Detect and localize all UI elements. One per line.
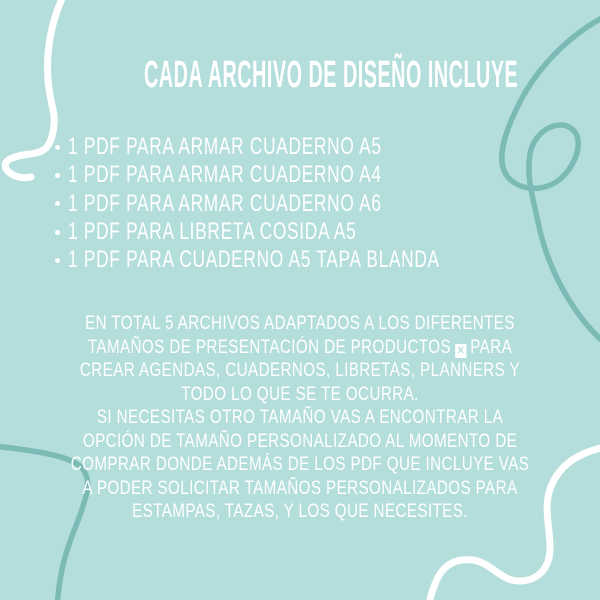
description bbox=[60, 312, 540, 524]
bullet-icon bbox=[55, 230, 60, 235]
page-title: CADA ARCHIVO DE DISEÑO INCLUYE bbox=[144, 54, 519, 96]
paragraph-line: COMPRAR DONDE ADEMÁS DE LOS PDF QUE INCLUYE VAS bbox=[70, 454, 530, 475]
paragraph-line bbox=[60, 336, 540, 360]
list-item bbox=[55, 133, 584, 161]
list-item bbox=[55, 246, 584, 274]
missing-glyph-icon: ✕ bbox=[456, 344, 465, 357]
paragraph-line: A PODER SOLICITAR TAMAÑOS PERSONALIZADOS PARA bbox=[82, 477, 518, 499]
bullet-icon bbox=[55, 173, 60, 178]
list-item-label: 1 PDF PARA ARMAR CUADERNO A4 bbox=[68, 161, 382, 189]
list-item-label: 1 PDF PARA LIBRETA COSIDA A5 bbox=[68, 217, 357, 245]
list-item-label: 1 PDF PARA ARMAR CUADERNO A5 bbox=[68, 133, 382, 160]
list-item-label: 1 PDF PARA ARMAR CUADERNO A6 bbox=[68, 189, 382, 217]
paragraph-line: TODO LO QUE SE TE OCURRA. bbox=[181, 383, 419, 405]
list-item bbox=[55, 190, 584, 218]
list-item-label: 1 PDF PARA CUADERNO A5 TAPA BLANDA bbox=[68, 246, 440, 274]
paragraph-line-text: PARA bbox=[470, 336, 513, 358]
bullet-icon bbox=[55, 145, 60, 150]
paragraph-line: EN TOTAL 5 ARCHIVOS ADAPTADOS A LOS DIFERENTES bbox=[85, 313, 515, 334]
feature-list bbox=[55, 133, 584, 274]
bullet-icon bbox=[55, 201, 60, 206]
paragraph-line-text: TAMAÑOS DE PRESENTACIÓN DE PRODUCTOS bbox=[87, 336, 452, 358]
list-item bbox=[55, 218, 584, 246]
paragraph-line: ESTAMPAS, TAZAS, Y LOS QUE NECESITES. bbox=[132, 501, 468, 522]
list-item bbox=[55, 161, 584, 189]
bullet-icon bbox=[55, 258, 60, 263]
paragraph-line: SI NECESITAS OTRO TAMAÑO VAS A ENCONTRAR LA bbox=[96, 407, 504, 428]
paragraph-line: OPCIÓN DE TAMAÑO PERSONALIZADO AL MOMENTO DE bbox=[82, 430, 518, 452]
paragraph-line: CREAR AGENDAS, CUADERNOS, LIBRETAS, PLANNERS Y bbox=[79, 360, 521, 381]
